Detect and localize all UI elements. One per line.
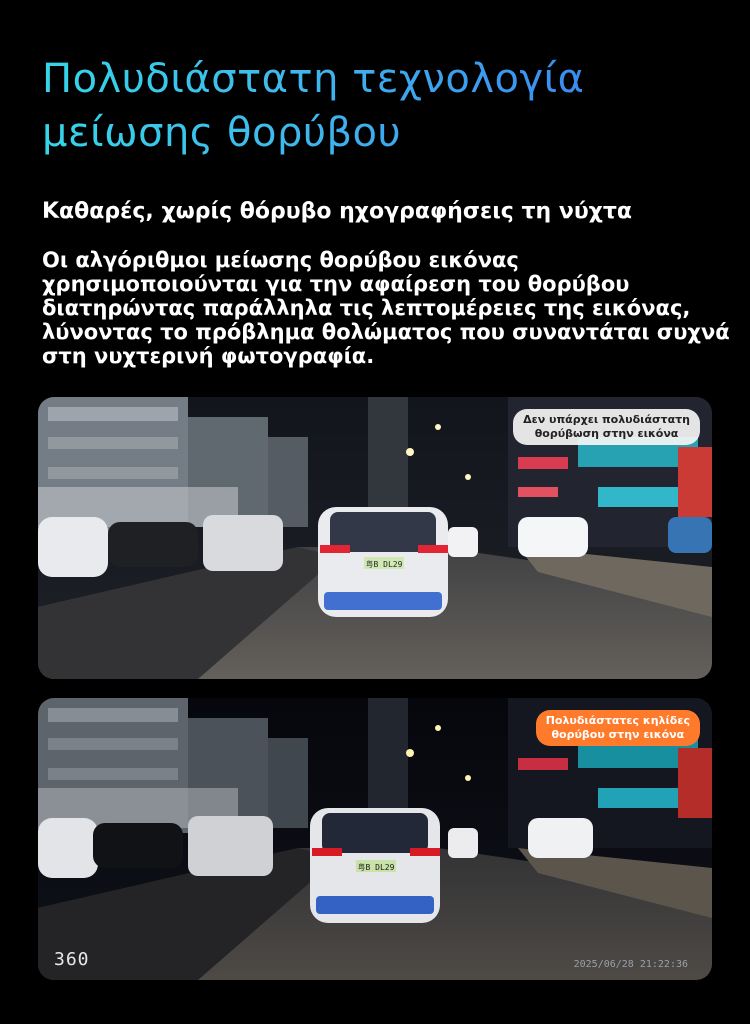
title-line-1: Πολυδιάστατη τεχνολογία (42, 56, 585, 102)
license-plate-before: 粤B DL29 (365, 560, 403, 569)
subtitle: Καθαρές, χωρίς θόρυβο ηχογραφήσεις τη νύχτα (42, 199, 633, 224)
night-photo-before (38, 397, 712, 679)
noise-reduction-badge: Πολυδιάστατες κηλίδες θορύβου στην εικόνα (536, 710, 700, 746)
no-noise-reduction-badge: Δεν υπάρχει πολυδιάστατη θορύβωση στην εικόνα (513, 409, 700, 445)
description-text: Οι αλγόριθμοι μείωσης θορύβου εικόνας χρησιμοποιούνται για την αφαίρεση του θορύβου διατηρώντας παράλληλα τις λεπτομέρειες της εικόνας, λύνοντας το πρόβλημα θολώματος που συναντάται συχνά στη νυχτερινή φωτογραφία. (42, 248, 730, 368)
title-line-2: μείωσης θορύβου (42, 110, 402, 156)
page-title (42, 52, 585, 160)
night-photo-after (38, 698, 712, 980)
brand-logo-360: 360 (54, 949, 90, 970)
recording-timestamp: 2025/06/28 21:22:36 (573, 959, 688, 970)
license-plate-after: 粤B DL29 (357, 863, 395, 872)
